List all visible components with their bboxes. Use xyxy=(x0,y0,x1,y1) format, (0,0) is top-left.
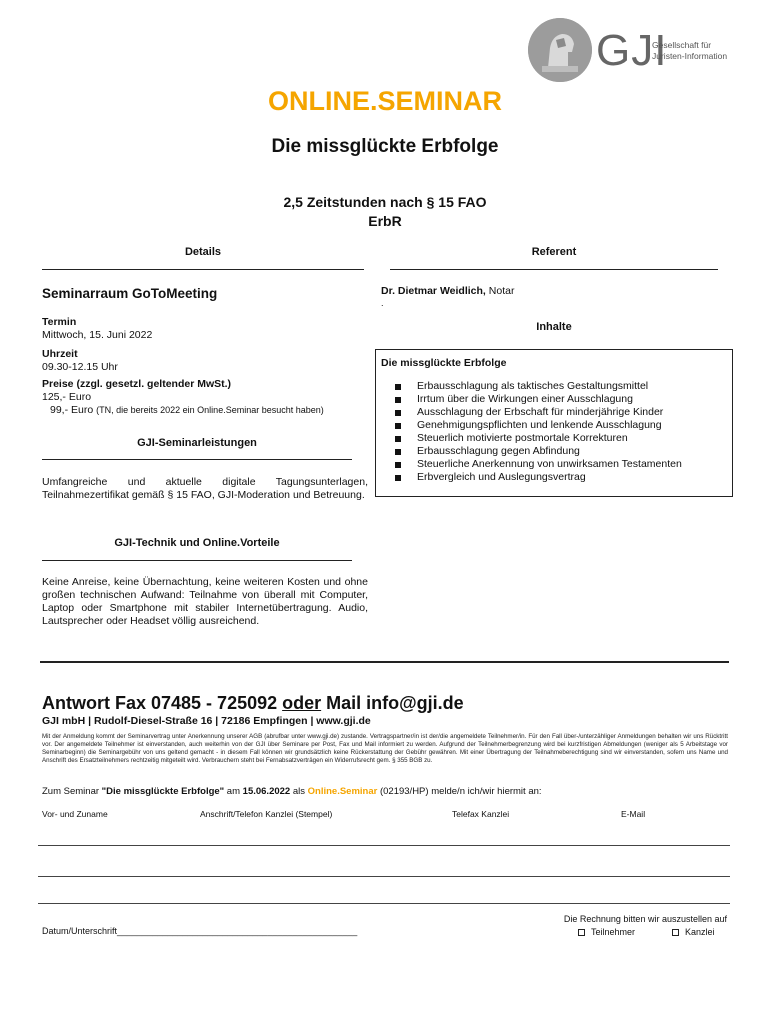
inhalte-box-title: Die missglückte Erbfolge xyxy=(381,357,507,369)
preis-standard: 125,- Euro xyxy=(42,391,92,403)
referent-heading: Referent xyxy=(531,246,577,258)
inhalte-item xyxy=(395,419,735,432)
bullet-square-icon xyxy=(395,462,401,468)
kanzlei-checkbox[interactable] xyxy=(672,929,679,936)
inhalte-item-label: Ausschlagung der Erbschaft für minderjährige Kinder xyxy=(417,406,664,418)
inhalte-heading: Inhalte xyxy=(536,321,572,333)
section-divider xyxy=(40,661,729,663)
bullet-square-icon xyxy=(395,449,401,455)
bullet-square-icon xyxy=(395,410,401,416)
logo-emblem xyxy=(528,18,592,82)
inhalte-item-label: Steuerlich motivierte postmortale Korrekturen xyxy=(417,432,628,444)
inhalte-item-label: Erbausschlagung als taktisches Gestaltungsmittel xyxy=(417,380,649,392)
uhrzeit-value: 09.30-12.15 Uhr xyxy=(42,361,118,373)
bullet-square-icon xyxy=(395,384,401,390)
bullet-square-icon xyxy=(395,436,401,442)
company-address: GJI mbH | Rudolf-Diesel-Straße 16 | 72186 Empfingen | www.gji.de xyxy=(42,715,371,727)
inhalte-item xyxy=(395,471,735,484)
option-kanzlei[interactable]: Kanzlei xyxy=(672,927,715,937)
answer-heading: Antwort Fax 07485 - 725092 oder Mail info@gji.de xyxy=(42,693,464,713)
preise-label: Preise (zzgl. gesetzl. geltender MwSt.) xyxy=(42,378,232,390)
registration-line: Zum Seminar "Die missglückte Erbfolge" am 15.06.2022 als Online.Seminar (02193/HP) melde/n ich/wir hiermit an: xyxy=(42,786,542,797)
technik-heading: GJI-Technik und Online.Vorteile xyxy=(114,537,280,549)
technik-divider xyxy=(42,560,352,561)
logo-subline: Gesellschaft für Juristen-Information xyxy=(652,40,728,61)
form-input-line-2[interactable] xyxy=(38,876,730,877)
form-input-line-3[interactable] xyxy=(38,903,730,904)
name-field-label: Vor- und Zuname xyxy=(42,809,108,819)
inhalte-list xyxy=(395,380,735,484)
details-divider xyxy=(42,269,364,270)
inhalte-item-label: Steuerliche Anerkennung von unwirksamen Testamenten xyxy=(417,458,682,470)
fax-field-label: Telefax Kanzlei xyxy=(452,809,510,819)
legal-terms: Mit der Anmeldung kommt der Seminarvertrag unter Anerkennung unserer AGB (abrufbar unter www.gji.de) zustande. Vertragspartner/in ist der/die angemeldete Teilnehmer/in. Für den Fall über-/unterzähliger Anmeldungen behalten wir uns Rücktritt vor. Der angemeldete Teilnehmer ist einverstanden, auch weiterhin von der GJI über Seminare per Post, Fax und Mail informiert zu werden. Aufgrund der Teilnehmerbegrenzung wird bei kurzfristigen Abmeldungen (weniger als 5 Arbeitstage vor Seminarbeginn) die Seminargebühr von uns geltend gemacht - in diesem Fall können wir grundsätzlich keine Rückerstattung der Gebühr gewähren. Mit einer Übertragung der Teilnahmeberechtigung sind wir einverstanden, sofern uns Name und Anschrift des Ersatzteilnehmers rechtzeitig mitgeteilt wird. Verbrauchern steht bei Fernabsatzverträgen ein Widerrufsrecht gem. § 355 BGB zu. xyxy=(42,733,728,764)
inhalte-item xyxy=(395,380,735,393)
email-field-label: E-Mail xyxy=(621,809,646,819)
referent-name: Dr. Dietmar Weidlich, Notar xyxy=(381,285,515,297)
bullet-square-icon xyxy=(395,397,401,403)
uhrzeit-label: Uhrzeit xyxy=(42,348,78,360)
seminar-title: Die missglückte Erbfolge xyxy=(271,136,499,157)
bullet-square-icon xyxy=(395,475,401,481)
address-field-label: Anschrift/Telefon Kanzlei (Stempel) xyxy=(200,809,333,819)
form-input-line-1[interactable] xyxy=(38,845,730,846)
inhalte-item-label: Genehmigungspflichten und lenkende Ausschlagung xyxy=(417,419,662,431)
leistungen-divider xyxy=(42,459,352,460)
inhalte-item xyxy=(395,432,735,445)
option-teilnehmer[interactable]: Teilnehmer xyxy=(578,927,635,937)
hours-info: 2,5 Zeitstunden nach § 15 FAO ErbR xyxy=(283,194,487,229)
termin-label: Termin xyxy=(42,316,77,328)
invoice-text: Die Rechnung bitten wir auszustellen auf xyxy=(563,914,727,924)
inhalte-item xyxy=(395,406,735,419)
seminar-room: Seminarraum GoToMeeting xyxy=(42,286,218,301)
details-heading: Details xyxy=(184,246,222,258)
inhalte-item-label: Erbvergleich und Auslegungsvertrag xyxy=(417,471,586,483)
teilnehmer-checkbox[interactable] xyxy=(578,929,585,936)
preis-reduced: 99,- Euro (TN, die bereits 2022 ein Online.Seminar besucht haben) xyxy=(50,404,324,416)
bullet-square-icon xyxy=(395,423,401,429)
inhalte-item xyxy=(395,393,735,406)
signature-field[interactable]: Datum/Unterschrift________________________________________________ xyxy=(42,926,358,936)
inhalte-item-label: Erbausschlagung gegen Abfindung xyxy=(417,445,580,457)
technik-text: Keine Anreise, keine Übernachtung, keine weiteren Kosten und ohne großen technischen Aufwand: Teilnahme von überall mit Computer, Laptop oder Smartphone mit stabiler Internetübertragung. Audio, Lautsprecher oder Headset völlig ausreichend. xyxy=(42,576,368,627)
termin-value: Mittwoch, 15. Juni 2022 xyxy=(42,329,153,341)
leistungen-text: Umfangreiche und aktuelle digitale Tagungsunterlagen, Teilnahmezertifikat gemäß § 15 FAO, GJI-Moderation und Betreuung. xyxy=(42,476,368,501)
inhalte-item-label: Irrtum über die Wirkungen einer Ausschlagung xyxy=(417,393,633,405)
referent-divider xyxy=(390,269,718,270)
leistungen-heading: GJI-Seminarleistungen xyxy=(137,437,257,449)
inhalte-item xyxy=(395,445,735,458)
logo-wordmark: GJI xyxy=(596,26,668,75)
referent-dot: . xyxy=(381,298,384,308)
page-title: ONLINE.SEMINAR xyxy=(267,86,502,116)
inhalte-item xyxy=(395,458,735,471)
